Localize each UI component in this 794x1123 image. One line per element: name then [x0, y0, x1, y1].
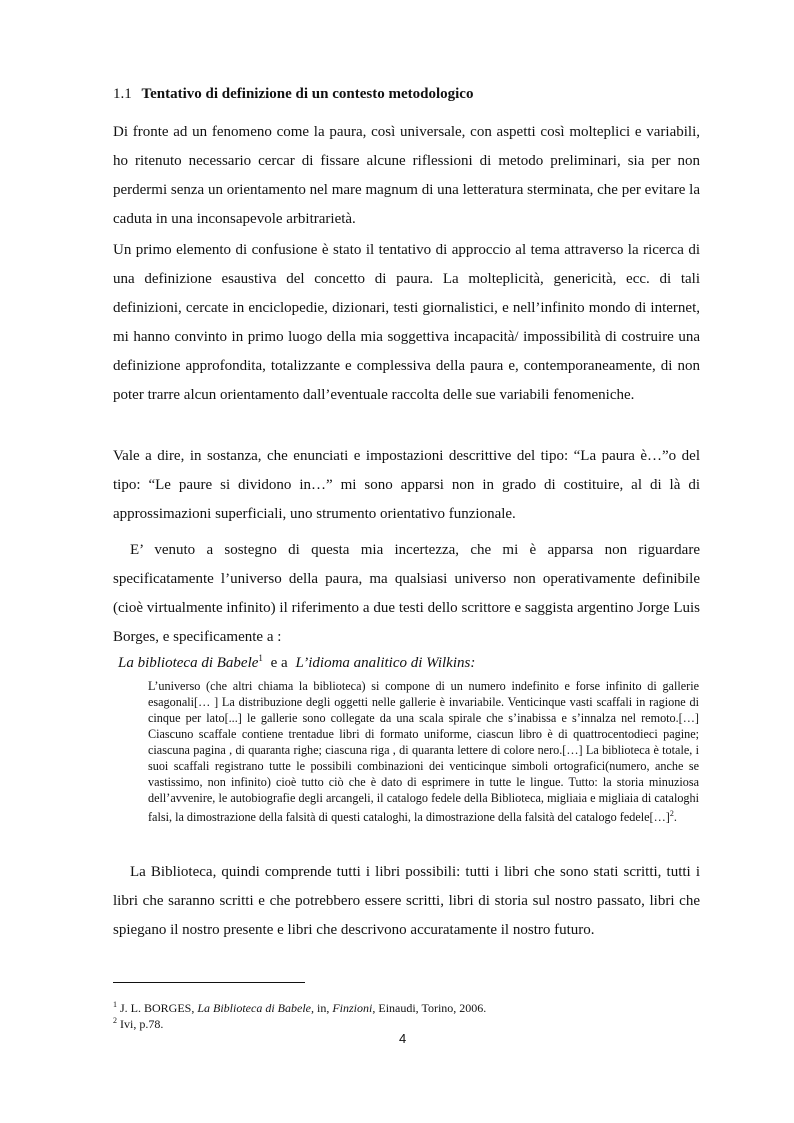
footnote-1-collection: Finzioni: [332, 1001, 373, 1015]
footnote-1-rest: , Einaudi, Torino, 2006.: [372, 1001, 487, 1015]
paragraph-4: E’ venuto a sostegno di questa mia incertezza, che mi è apparsa non riguardare specificatamente l’universo della paura, ma qualsiasi universo non operativamente definibile (cioè virtualmente infinito) il riferimento a due testi dello scrittore e saggista argentino Jorge Luis Borges, e specificamente a :: [113, 542, 700, 645]
footnote-1: [113, 997, 486, 1016]
section-title: Tentativo di definizione di un contesto metodologico: [141, 86, 474, 102]
page-number: 4: [399, 1031, 407, 1046]
block-quote-end: .: [673, 810, 677, 825]
paragraph-5: La Biblioteca, quindi comprende tutti i libri possibili: tutti i libri che sono stati scritti, tutti i libri che saranno scritti e che potrebbero essere scritti, libri di storia sul nostro passato, libri che spiegano il nostro presente e libri che descrivono accuratamente il nostro futuro.: [113, 864, 700, 938]
footnote-1-title: La Biblioteca di Babele,: [197, 1001, 314, 1015]
block-quote: [148, 678, 699, 825]
reference-connector: e a: [270, 655, 288, 671]
footnote-marker-2: 2: [669, 809, 674, 818]
footnote-2: [113, 1013, 163, 1032]
reference-line: [118, 648, 475, 673]
footnote-marker-1: 1: [258, 653, 263, 663]
footnote-2-number: 2: [113, 1016, 117, 1025]
reference-title-1: La biblioteca di Babele: [118, 655, 259, 671]
section-heading: [113, 84, 473, 104]
paragraph-2: Un primo elemento di confusione è stato il tentativo di approccio al tema attraverso la ricerca di una definizione esaustiva del concetto di paura. La molteplicità, genericità, ecc. di tali definizioni, cercate in enciclopedie, dizionari, testi giornalistici, e nell’infinito mondo di internet, mi hanno convinto in primo luogo della mia soggettiva incapacità/ impossibilità di costruire una definizione approfondita, totalizzante e complessiva della paura e, contemporaneamente, di non poter trarre alcun orientamento dall’eventuale raccolta delle sue variabili fenomeniche.: [113, 242, 700, 403]
document-page: [113, 0, 700, 1123]
footnote-divider: [113, 982, 305, 983]
footnote-2-text: Ivi, p.78.: [120, 1017, 164, 1031]
footnote-1-number: 1: [113, 1000, 117, 1009]
footnote-1-mid: in,: [317, 1001, 330, 1015]
footnote-1-author: J. L. BORGES,: [120, 1001, 195, 1015]
section-number: 1.1: [113, 86, 132, 102]
block-quote-text: L’universo (che altri chiama la biblioteca) si compone di un numero indefinito e forse infinito di gallerie esagonali[… ] La distribuzione degli oggetti nelle gallerie è invariabile. Venticinque vasti scaffali in ragione di cinque per lato[...] le gallerie sono collegate da una scala spirale che s’inabissa e s’innalza nel remoto.[…] Ciascuno scaffale contiene trentadue libri di formato uniforme, ciascun libro è di quattrocentodieci pagine; ciascuna pagina , di quaranta righe; ciascuna riga , di quaranta lettere di colore nero.[…] La biblioteca è totale, i suoi scaffali registrano tutte le possibili combinazioni dei venticinque simboli ortografici(numero, anche se vastissimo, non infinito) cioè tutto ciò che è dato di esprimere in tutte le lingue. Tutto: la storia minuziosa dell’avvenire, le autobiografie degli arcangeli, il catalogo fedele della Biblioteca, migliaia e migliaia di cataloghi falsi, la dimostrazione della falsità di questi cataloghi, la dimostrazione della falsità del catalogo fedele[…]: [148, 679, 699, 825]
reference-title-2: L’idioma analitico di Wilkins:: [295, 655, 476, 671]
paragraph-3: Vale a dire, in sostanza, che enunciati e impostazioni descrittive del tipo: “La paura è…”o del tipo: “Le paure si dividono in…” mi sono apparsi non in grado di costituire, al di là di approssimazioni superficiali, uno strumento orientativo funzionale.: [113, 448, 700, 522]
paragraph-1: Di fronte ad un fenomeno come la paura, così universale, con aspetti così molteplici e variabili, ho ritenuto necessario cercar di fissare alcune riflessioni di metodo preliminari, sia per non perdermi senza un orientamento nel mare magnum di una letteratura sterminata, che per evitare la caduta in una inconsapevole arbitrarietà.: [113, 124, 700, 227]
